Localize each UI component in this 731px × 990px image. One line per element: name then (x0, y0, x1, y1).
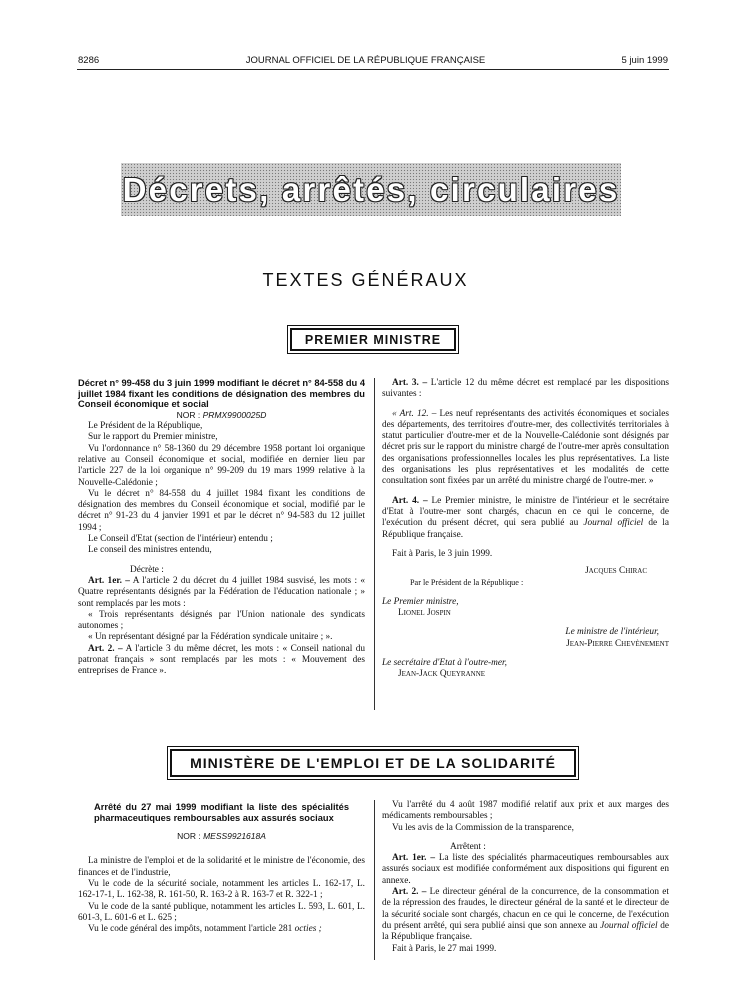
arrete-visa-5: Vu les avis de la Commission de la transparence, (392, 822, 574, 833)
ministry-box-emploi (167, 746, 579, 780)
decree-art1-quote-2: « Un représentant désigné par la Fédération syndicale unitaire ; ». (88, 632, 333, 643)
decree-art1 (78, 576, 365, 610)
arrete-fait: Fait à Paris, le 27 mai 1999. (392, 943, 497, 954)
secretary-name: Jean-Jack Queyranne (398, 669, 486, 680)
art-text: La liste des spécialités pharmaceutiques remboursables aux assurés sociaux est modifiée conformément aux dispositions qui figurent en annexe. (382, 853, 670, 886)
visa-text-italic: octies ; (294, 924, 322, 935)
decree-art3-quote (382, 409, 669, 488)
decree-fait: Fait à Paris, le 3 juin 1999. (392, 548, 493, 559)
art-text: Le directeur général de la concurrence, de la consommation et de la répression des fraudes, le directeur général de la santé et le directeur de la sécurité sociale sont chargés, chacun en ce qui le concerne, de l'exécution du présent arrêté, qui sera publié ainsi que son annexe au (382, 887, 669, 931)
arrete-visa-1: Vu le code de la sécurité sociale, notamment les articles L. 162-17, L. 162-17-1, L. 162-38, R. 161-50, R. 163-2 à R. 163-7 et R. 322-1 ; (78, 879, 365, 901)
pm-name: Lionel Jospin (398, 608, 451, 619)
nor-code: MESS9921618A (203, 831, 266, 842)
art-text: Le Premier ministre, le ministre de l'intérieur et le secrétaire d'Etat à l'outre-mer sont chargés, chacun en ce qui le concerne, de l'exécution du présent décret, qui sera publié au (382, 495, 669, 529)
art-label: Art. 1er. – (88, 575, 130, 586)
arrete-nor (78, 831, 365, 842)
column-divider (374, 378, 375, 710)
minister-interior-name: Jean-Pierre Chevènement (566, 638, 669, 649)
decree-visa-1: Vu l'ordonnance n° 58-1360 du 29 décembre 1958 portant loi organique relative au Conseil économique et social, modifiée en dernier lieu par l'article 227 de la loi organique n° 99-209 du 19 mars 1999 relative à la Nouvelle-Calédonie ; (78, 443, 365, 488)
page-number: 8286 (78, 55, 100, 66)
nor-label: NOR : (176, 409, 201, 420)
art-text: A l'article 3 du même décret, les mots : « Conseil national du patronat français » sont remplacés par les mots : « Mouvement des entreprises de France ». (78, 643, 366, 677)
decree-left-column (78, 378, 365, 678)
banner-title: Décrets, arrêtés, circulaires (122, 170, 620, 208)
visa-text: Vu le code général des impôts, notamment l'article 281 (88, 924, 293, 935)
arrete-visa-4: Vu l'arrêté du 4 août 1987 modifié relatif aux prix et aux marges des médicaments remboursables ; (382, 800, 669, 822)
arrete-visa-2: Vu le code de la santé publique, notamment les articles L. 593, L. 601, L. 601-3, L. 601-6 et L. 625 ; (78, 901, 365, 923)
quote-label: « Art. 12. – (392, 408, 437, 419)
decree-right-column (382, 378, 669, 681)
arrete-visa-3 (78, 924, 365, 935)
arrete-art1 (382, 853, 669, 887)
signatory-president: Jacques Chirac (585, 566, 647, 577)
ministry-box-premier-ministre (287, 325, 459, 354)
nor-code: PRMX9900025D (202, 409, 267, 420)
decree-art4 (382, 496, 669, 541)
art-label: Art. 2. – (88, 643, 123, 654)
arrete-arretent: Arrêtent : (450, 841, 486, 852)
header-rule (77, 69, 669, 70)
nor-label: NOR : (177, 831, 201, 842)
ministry-name: PREMIER MINISTRE (290, 328, 456, 351)
minister-interior-title: Le ministre de l'intérieur, (565, 627, 659, 638)
column-divider (374, 800, 375, 960)
decree-preamble-2: Sur le rapport du Premier ministre, (88, 432, 218, 443)
decree-decrete: Décrète : (130, 564, 164, 575)
quote-text: Les neuf représentants des activités économiques et sociales des départements, des territoires d'outre-mer, des collectivités territoriales à statut particulier d'outre-mer et de la Nouvelle-Calédonie sont désignés par décret pris sur le rapport du ministre chargé de l'outre-mer après consultation des organisations professionnelles locales les plus représentatives. La liste des organisations les plus représentatives et les modalités de cette consultation sont fixées par un arrêté du ministre chargé de l'outre-mer. » (382, 408, 669, 487)
ministry-name: MINISTÈRE DE L'EMPLOI ET DE LA SOLIDARITÉ (170, 749, 576, 777)
journal-title: JOURNAL OFFICIEL DE LA RÉPUBLIQUE FRANÇAISE (245, 55, 486, 66)
journal-ref: Journal officiel (583, 518, 644, 529)
art-label: Art. 4. – (392, 495, 428, 506)
arrete-art2 (382, 887, 669, 943)
art-text: L'article 12 du même décret est remplacé par les dispositions suivantes : (382, 378, 670, 400)
decree-title: Décret n° 99-458 du 3 juin 1999 modifiant le décret n° 84-558 du 4 juillet 1984 fixant les conditions de désignation des membres du Conseil économique et social (78, 378, 365, 410)
art-text: A l'article 2 du décret du 4 juillet 1984 susvisé, les mots : « Quatre représentants désignés par la Fédération de l'éducation nationale ; » sont remplacés par les mots : (78, 575, 365, 609)
par-le-president: Par le Président de la République : (410, 578, 524, 588)
art-label: Art. 1er. – (392, 853, 435, 864)
decree-nor (78, 410, 365, 421)
decree-art3 (382, 378, 669, 401)
decree-visa-3: Le Conseil d'Etat (section de l'intérieur) entendu ; (88, 534, 273, 545)
section-title: TEXTES GÉNÉRAUX (262, 270, 469, 290)
arrete-right-column (382, 800, 669, 955)
arrete-left-column (78, 802, 365, 936)
decree-preamble-1: Le Président de la République, (88, 421, 203, 432)
pm-title: Le Premier ministre, (382, 596, 459, 607)
decree-visa-4: Le conseil des ministres entendu, (88, 545, 212, 556)
art-label: Art. 3. – (392, 378, 428, 388)
journal-ref: Journal officiel (600, 920, 658, 931)
art-text-end: de la République française. (382, 920, 670, 943)
decree-visa-2: Vu le décret n° 84-558 du 4 juillet 1984 fixant les conditions de désignation des membres du Conseil économique et social, modifié par le décret n° 91-23 du 4 janvier 1991 et par le décret n° 94-583 du 12 juillet 1994 ; (78, 488, 365, 533)
arrete-preamble: La ministre de l'emploi et de la solidarité et le ministre de l'économie, des finances et de l'industrie, (78, 856, 365, 878)
decree-art2 (78, 644, 365, 678)
decree-art1-quote-1: « Trois représentants désignés par l'Union nationale des syndicats autonomes ; (78, 609, 365, 632)
art-label: Art. 2. – (392, 887, 427, 898)
secretary-title: Le secrétaire d'Etat à l'outre-mer, (382, 657, 507, 668)
arrete-title: Arrêté du 27 mai 1999 modifiant la liste des spécialités pharmaceutiques remboursables aux assurés sociaux (94, 802, 349, 823)
issue-date: 5 juin 1999 (621, 55, 668, 66)
section-banner (121, 163, 621, 216)
art-text-end: de la République française. (382, 518, 669, 540)
